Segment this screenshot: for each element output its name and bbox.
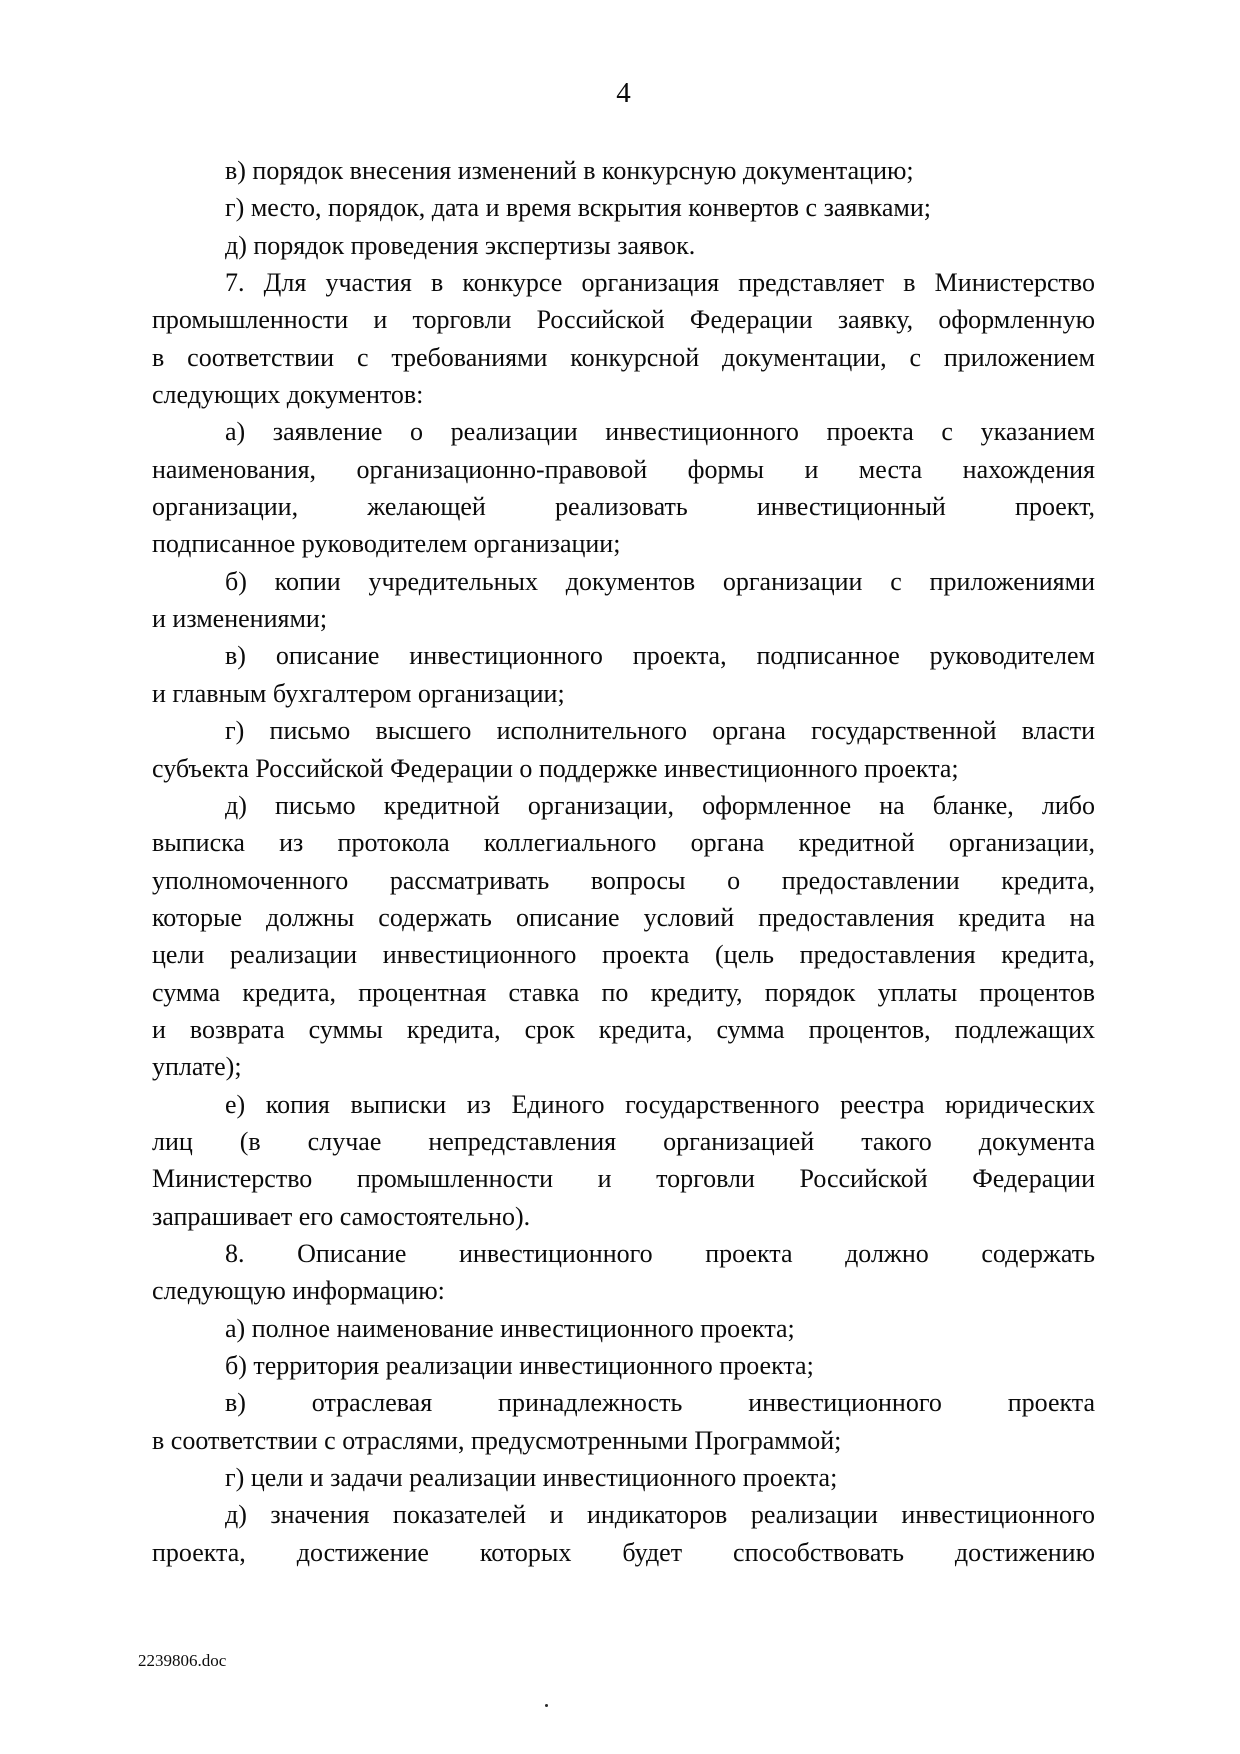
text-line: д) порядок проведения экспертизы заявок. [225,230,696,260]
text-line: в соответствии с требованиями конкурсной документации, с приложением [152,342,1095,372]
text-line: в соответствии с отраслями, предусмотренными Программой; [152,1425,842,1455]
text-line: и изменениями; [152,604,328,634]
text-line: следующих документов: [152,380,424,410]
text-line: в) отраслевая принадлежность инвестиционного проекта [225,1388,1095,1418]
footer-filename: 2239806.doc [138,1651,227,1670]
text-line: выписка из протокола коллегиального органа кредитной организации, [152,828,1095,858]
text-line: промышленности и торговли Российской Федерации заявку, оформленную [152,305,1095,335]
text-line: в) описание инвестиционного проекта, подписанное руководителем [225,641,1095,671]
text-line: запрашивает его самостоятельно). [152,1201,531,1231]
document-text [152,152,1095,1571]
text-line: в) порядок внесения изменений в конкурсную документацию; [225,156,914,185]
text-line: а) полное наименование инвестиционного проекта; [225,1313,795,1343]
text-line: уплате); [152,1052,242,1082]
text-line: организации, желающей реализовать инвестиционный проект, [152,492,1095,522]
text-line: е) копия выписки из Единого государственного реестра юридических [225,1089,1095,1119]
text-line: д) письмо кредитной организации, оформленное на бланке, либо [225,790,1095,820]
text-line: 7. Для участия в конкурсе организация представляет в Министерство [225,268,1095,298]
scan-artifact-dot [545,1704,548,1707]
text-line: 8. Описание инвестиционного проекта должно содержать [225,1238,1095,1268]
text-line: д) значения показателей и индикаторов реализации инвестиционного [225,1500,1095,1530]
text-line: цели реализации инвестиционного проекта (цель предоставления кредита, [152,940,1095,970]
text-line: подписанное руководителем организации; [152,529,621,559]
text-line: уполномоченного рассматривать вопросы о предоставлении кредита, [152,865,1095,895]
text-line: лиц (в случае непредставления организацией такого документа [152,1126,1095,1156]
page-number: 4 [616,77,631,109]
text-line: Министерство промышленности и торговли Российской Федерации [152,1164,1095,1194]
text-line: проекта, достижение которых будет способствовать достижению [152,1537,1095,1567]
text-line: и возврата суммы кредита, срок кредита, сумма процентов, подлежащих [152,1014,1095,1044]
text-line: следующую информацию: [152,1276,445,1306]
text-line: б) копии учредительных документов организации с приложениями [225,566,1095,596]
text-line: сумма кредита, процентная ставка по кредиту, порядок уплаты процентов [152,977,1095,1007]
text-line: г) письмо высшего исполнительного органа государственной власти [225,716,1095,746]
text-line: б) территория реализации инвестиционного проекта; [225,1351,814,1380]
text-line: г) цели и задачи реализации инвестиционного проекта; [225,1463,838,1493]
text-line: которые должны содержать описание условий предоставления кредита на [152,902,1095,932]
text-line: субъекта Российской Федерации о поддержке инвестиционного проекта; [152,753,959,783]
text-line: наименования, организационно-правовой формы и места нахождения [152,454,1095,484]
text-line: а) заявление о реализации инвестиционного проекта с указанием [225,417,1095,447]
text-line: и главным бухгалтером организации; [152,678,565,708]
text-line: г) место, порядок, дата и время вскрытия конвертов с заявками; [225,193,932,223]
